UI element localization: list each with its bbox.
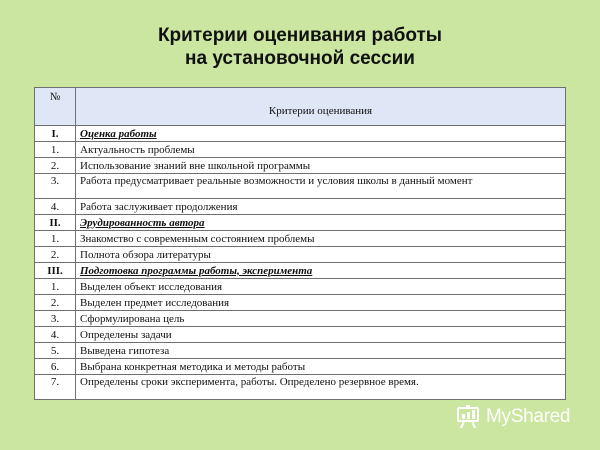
- title-line-1: Критерии оценивания работы: [157, 25, 443, 46]
- table-row: [35, 295, 566, 311]
- row-number-cell: 2.: [35, 247, 76, 263]
- criterion-cell: Определены сроки эксперимента, работы. Определено резервное время.: [76, 375, 566, 400]
- header-criteria-cell: Критерии оценивания: [76, 88, 566, 126]
- header-num-cell: №: [35, 88, 76, 126]
- criterion-cell: Использование знаний вне школьной программы: [76, 158, 566, 174]
- section-title-cell: Эрудированность автора: [76, 215, 566, 231]
- criterion-cell: Актуальность проблемы: [76, 142, 566, 158]
- row-number-cell: 1.: [35, 231, 76, 247]
- section-title-cell: Подготовка программы работы, эксперимента: [76, 263, 566, 279]
- row-number-cell: 4.: [35, 327, 76, 343]
- row-number-cell: I.: [35, 126, 76, 142]
- section-row: [35, 126, 566, 142]
- table-header-row: [35, 88, 566, 126]
- criterion-cell: Выбрана конкретная методика и методы работы: [76, 359, 566, 375]
- table-row: [35, 247, 566, 263]
- row-number-cell: 1.: [35, 279, 76, 295]
- table-row: [35, 343, 566, 359]
- table-row: [35, 311, 566, 327]
- table-row: [35, 142, 566, 158]
- criterion-cell: Определены задачи: [76, 327, 566, 343]
- criterion-cell: Выделен предмет исследования: [76, 295, 566, 311]
- table-row: [35, 199, 566, 215]
- row-number-cell: 5.: [35, 343, 76, 359]
- table-row: [35, 279, 566, 295]
- myshared-logo: [456, 405, 570, 429]
- criterion-cell: Знакомство с современным состоянием проблемы: [76, 231, 566, 247]
- row-number-cell: 1.: [35, 142, 76, 158]
- criterion-cell: Полнота обзора литературы: [76, 247, 566, 263]
- section-row: [35, 263, 566, 279]
- row-number-cell: III.: [35, 263, 76, 279]
- table-row: [35, 174, 566, 199]
- criterion-cell: Работа предусматривает реальные возможности и условия школы в данный момент: [76, 174, 566, 199]
- table-row: [35, 231, 566, 247]
- table-row: [35, 327, 566, 343]
- table-row: [35, 158, 566, 174]
- page-title: [0, 24, 600, 70]
- row-number-cell: 6.: [35, 359, 76, 375]
- section-row: [35, 215, 566, 231]
- row-number-cell: 3.: [35, 311, 76, 327]
- table-row: [35, 359, 566, 375]
- row-number-cell: II.: [35, 215, 76, 231]
- criteria-table: [34, 87, 566, 400]
- row-number-cell: 2.: [35, 158, 76, 174]
- row-number-cell: 2.: [35, 295, 76, 311]
- presentation-board-icon: [456, 405, 482, 429]
- row-number-cell: 4.: [35, 199, 76, 215]
- criterion-cell: Выделен объект исследования: [76, 279, 566, 295]
- criterion-cell: Выведена гипотеза: [76, 343, 566, 359]
- row-number-cell: 7.: [35, 375, 76, 400]
- logo-text: MyShared: [486, 406, 571, 427]
- table-row: [35, 375, 566, 400]
- title-line-2: на установочной сессии: [185, 48, 415, 69]
- criterion-cell: Сформулирована цель: [76, 311, 566, 327]
- row-number-cell: 3.: [35, 174, 76, 199]
- criterion-cell: Работа заслуживает продолжения: [76, 199, 566, 215]
- section-title-cell: Оценка работы: [76, 126, 566, 142]
